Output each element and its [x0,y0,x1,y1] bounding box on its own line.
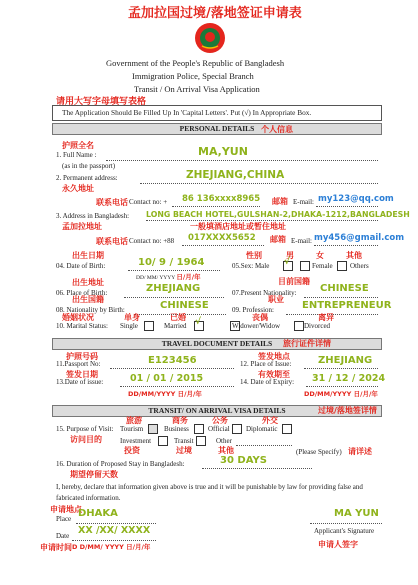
transit-cn: 过境 [176,446,192,455]
place-value[interactable]: DHAKA [78,508,118,519]
travel-header-cn: 旅行证件详情 [283,339,331,348]
nat-value[interactable]: CHINESE [320,283,369,294]
diplomatic-label: Diplomatic [246,425,278,433]
nob-value[interactable]: CHINESE [160,300,209,311]
bd-address-hint-cn: 一般填酒店地址或暂住地址 [190,222,286,231]
contact2-value[interactable]: 017XXXX5652 [188,233,256,243]
email-cn: 邮箱 [272,197,288,206]
dob-value[interactable]: 10/ 9 / 1964 [138,257,205,268]
declaration-line-2: fabricated information. [56,494,121,502]
transit-checkbox[interactable] [196,436,206,446]
email2-value[interactable]: my456@gmail.com [314,233,405,243]
contact-cn: 联系电话 [96,198,128,207]
contact-value[interactable]: 86 136xxxx8965 [182,194,261,204]
poi-value[interactable]: ZHEJIANG [318,355,373,366]
signature-cn: 申请人签字 [318,540,358,549]
single-cn: 单身 [124,313,140,322]
female-label: Female [312,262,333,270]
transit-details-header: TRANSIT/ ON ARRIVAL VISA DETAILS [52,405,382,417]
date-cn: 申请时间 [40,543,72,552]
business-checkbox[interactable] [194,424,204,434]
name-value[interactable]: MA,YUN [198,145,248,158]
exp-value[interactable]: 31 / 12 / 2024 [312,373,386,384]
tourism-cn: 旅游 [126,416,142,425]
married-cn: 已婚 [170,313,186,322]
pob-label: 06. Place of Birth: [56,289,108,297]
doi-label: 13.Date of issue: [56,378,104,386]
exp-format: DD/MM/YYYY 日/月/年 [304,390,378,398]
female-checkbox[interactable] [300,261,310,271]
specify-cn: 请详述 [348,447,372,456]
male-check-mark: √ [284,257,291,267]
dob-format [136,272,201,281]
name-label-cn: 护照全名 [62,141,94,150]
dob-format-cn: 日/月/年 [176,273,201,281]
married-check-mark: √ [195,317,202,327]
duration-cn: 期望停留天数 [70,470,118,479]
business-cn: 商务 [172,416,188,425]
nat-label: 07.Present Nationality: [232,289,297,297]
others-cn: 其他 [346,251,362,260]
marital-label: 10. Marital Status: [56,322,108,330]
investment-label: Investment [120,437,152,445]
pob-cn: 出生地址 [72,278,104,287]
passport-no-value[interactable]: E123456 [148,355,197,366]
exp-cn: 有效期至 [258,370,290,379]
name-label: 1. Full Name : [56,151,97,159]
diplomatic-checkbox[interactable] [282,424,292,434]
male-cn: 男 [286,251,294,260]
poi-label: 12. Place of Issue: [240,360,292,368]
form-name: Transit / On Arrival Visa Application [134,84,260,94]
date-label: Date [56,532,70,540]
sex-label: 05.Sex: Male [232,262,270,270]
place-label: Place [56,515,72,523]
poi-cn: 签发地点 [258,352,290,361]
email-label: E-mail: [293,198,314,206]
personal-header-cn: 个人信息 [261,125,293,134]
dob-label: 04. Date of Birth: [56,262,106,270]
transit-header-cn: 过境/落地签详情 [318,406,377,415]
prof-label: 09. Profession: [232,306,274,314]
perm-address-label: 2. Permanent address: [56,174,118,182]
divorced-cn: 离异 [318,313,334,322]
personal-details-header: PERSONAL DETAILS [52,123,382,135]
doi-value[interactable]: 01 / 01 / 2015 [130,373,204,384]
contact2-label: Contact no: +88 [129,237,175,245]
investment-checkbox[interactable] [158,436,168,446]
single-label: Single [120,322,138,330]
bd-address-value[interactable]: LONG BEACH HOTEL,GULSHAN-2,DHAKA-1212,BANGLADESH [146,210,410,219]
passport-no-cn: 护照号码 [66,352,98,361]
specify-label: (Please Specify) [296,448,342,456]
widow-label: Widower/Widow [232,322,281,330]
widow-cn: 丧偶 [252,313,268,322]
prof-value[interactable]: ENTREPRENEUR [302,300,392,311]
prof-cn: 职业 [268,295,284,304]
divorced-checkbox[interactable] [294,321,304,331]
duration-value[interactable]: 30 DAYS [220,455,267,466]
married-label: Married [164,322,187,330]
instruction-text: The Application Should Be Filled Up In 'Capital Letters'. Put (√) In Appropriate Box. [62,108,312,117]
diplomatic-cn: 外交 [262,416,278,425]
email-value[interactable]: my123@qq.com [318,194,394,204]
official-checkbox[interactable] [232,424,242,434]
bd-address-label: 3. Address in Bangladesh: [56,212,130,220]
others-label: Others [350,262,369,270]
others-checkbox[interactable] [337,261,347,271]
form-title-cn: 孟加拉国过境/落地签证申请表 [128,6,302,21]
contact2-cn: 联系电话 [96,237,128,246]
tourism-label: Tourism [120,425,144,433]
nob-cn: 出生国籍 [72,295,104,304]
bd-address-cn: 孟加拉地址 [62,222,102,231]
gov-title: Government of the People's Republic of Bangladesh [106,58,285,68]
date-value[interactable]: XX /XX/ XXXX [78,525,151,536]
tourism-checkbox[interactable] [148,424,158,434]
transit-label: Transit [174,437,194,445]
nob-label: 08. Nationality by Birth: [56,306,125,314]
female-cn: 女 [316,251,324,260]
duration-label: 16. Duration of Proposed Stay in Bangladesh: [56,460,185,468]
purpose-label: 15. Purpose of Visit: [56,425,114,433]
dob-format-en: DD/ MM/ YYYY [136,275,176,281]
perm-address-value[interactable]: ZHEJIANG,CHINA [186,169,285,181]
sex-cn: 性别 [246,251,262,260]
travel-details-header: TRAVEL DOCUMENT DETAILS [52,338,382,350]
branch-title: Immigration Police, Special Branch [132,71,254,81]
date-format: D D/MM/ YYYY 日/月/年 [72,543,151,551]
signature-value[interactable]: MA YUN [334,508,379,519]
email2-label: E-mail: [291,237,312,245]
other-cn: 其他 [218,446,234,455]
investment-cn: 投资 [124,446,140,455]
emblem-logo [194,22,226,54]
single-checkbox[interactable] [144,321,154,331]
caps-note-cn: 请用大写字母填写表格 [56,97,147,107]
dob-cn: 出生日期 [72,251,104,260]
official-label: Official [208,425,230,433]
purpose-cn: 访问目的 [70,435,102,444]
passport-no-label: 11.Passport No: [56,360,101,368]
doi-format: DD/MM/YYYY 日/月/年 [128,390,202,398]
nat-cn: 目前国籍 [278,277,310,286]
other-label: Other [216,437,232,445]
exp-label: 14. Date of Expiry: [240,378,295,386]
doi-cn: 签发日期 [66,370,98,379]
name-sublabel: (as in the passport) [62,162,116,170]
official-cn: 公务 [212,416,228,425]
declaration-line-1: I, hereby, declare that information given above is true and it will be punishable by law for providing false and [56,483,363,491]
marital-cn: 婚姻状况 [62,313,94,322]
email2-cn: 邮箱 [270,235,286,244]
perm-address-cn: 永久地址 [62,184,94,193]
divorced-label: Divorced [304,322,331,330]
contact-label: Contact no: + [129,198,168,206]
signature-label: Applicant's Signature [314,527,375,535]
business-label: Business [164,425,189,433]
pob-value[interactable]: ZHEJIANG [146,283,201,294]
place-cn: 申请地点 [50,505,82,514]
